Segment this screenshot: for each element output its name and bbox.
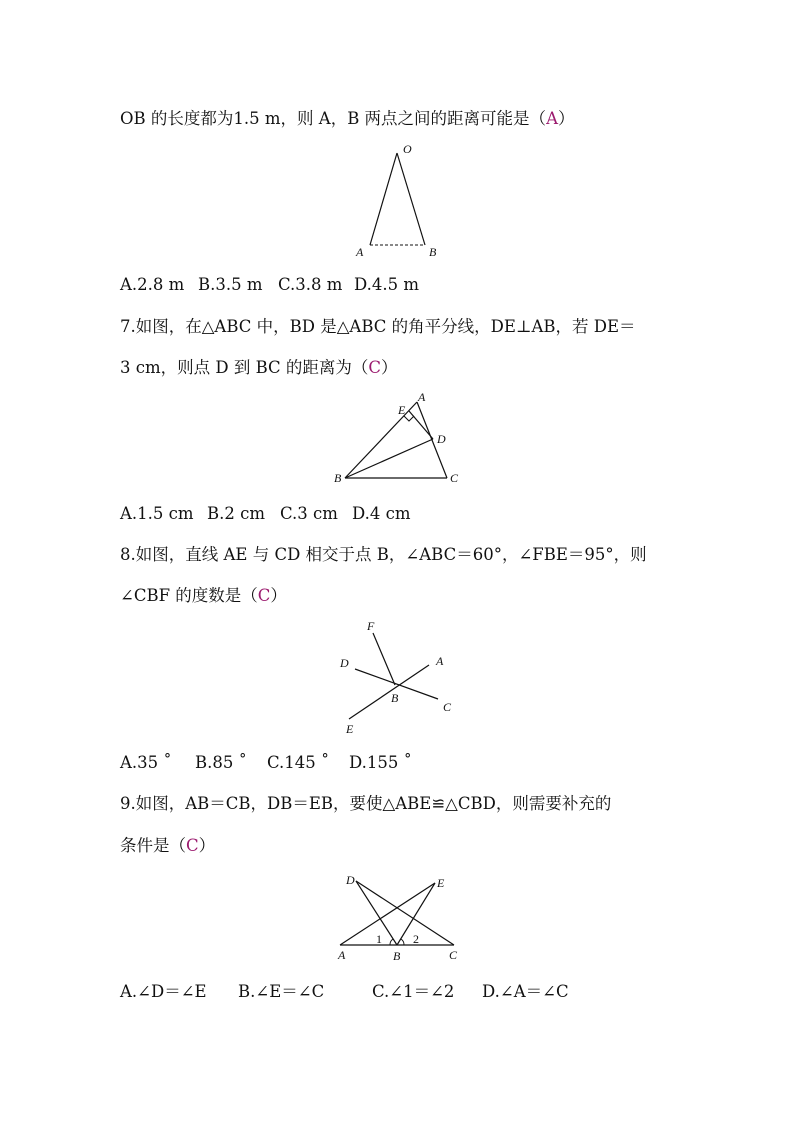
q8-options bbox=[120, 752, 412, 774]
q7-stem-text: 3 cm，则点 D 到 BC 的距离为（ bbox=[120, 358, 369, 377]
label-a: A bbox=[356, 245, 364, 259]
segment-ae bbox=[340, 883, 435, 945]
label-o: O bbox=[403, 142, 412, 156]
right-angle-mark bbox=[404, 416, 414, 421]
q9-stem-line2 bbox=[120, 835, 215, 857]
q6-stem bbox=[120, 108, 574, 130]
q7-option-d: D.4 cm bbox=[352, 504, 411, 523]
label-a: A bbox=[436, 654, 444, 668]
q7-figure bbox=[325, 388, 470, 488]
angle-1-arc bbox=[390, 939, 393, 945]
q9-option-c: C.∠1＝∠2 bbox=[372, 982, 455, 1001]
label-angle-1: 1 bbox=[376, 932, 382, 946]
q7-options bbox=[120, 503, 411, 525]
q8-option-c: C.145 ˚ bbox=[267, 753, 330, 772]
q8-option-a: A.35 ˚ bbox=[120, 753, 172, 772]
q9-figure bbox=[330, 868, 465, 963]
q9-option-b: B.∠E＝∠C bbox=[238, 982, 325, 1001]
q8-stem-line1: 8.如图，直线 AE 与 CD 相交于点 B，∠ABC＝60°，∠FBE＝95°，则 bbox=[120, 545, 647, 564]
label-f: F bbox=[367, 619, 375, 633]
label-c: C bbox=[449, 948, 458, 962]
angle-2-arc bbox=[401, 939, 404, 945]
q6-option-b: B.3.5 m bbox=[198, 275, 263, 294]
label-b: B bbox=[429, 245, 437, 259]
q9-option-d: D.∠A＝∠C bbox=[482, 982, 569, 1001]
q9-stem-text: 条件是（ bbox=[120, 836, 186, 855]
label-c: C bbox=[450, 471, 459, 485]
segment-de bbox=[409, 411, 433, 439]
label-a: A bbox=[338, 948, 346, 962]
q8-option-d: D.155 ˚ bbox=[349, 753, 412, 772]
label-a: A bbox=[418, 390, 426, 404]
q8-option-b: B.85 ˚ bbox=[195, 753, 247, 772]
label-d: D bbox=[346, 873, 355, 887]
q6-answer: A bbox=[546, 109, 558, 128]
q9-answer: C bbox=[186, 836, 199, 855]
q9-options bbox=[120, 981, 569, 1003]
q7-stem-line2 bbox=[120, 357, 398, 379]
q7-stem-line1: 7.如图，在△ABC 中，BD 是△ABC 的角平分线，DE⊥AB，若 DE＝ bbox=[120, 317, 636, 336]
segment-ab bbox=[345, 402, 417, 478]
label-d: D bbox=[340, 656, 349, 670]
q9-stem-line1: 9.如图，AB＝CB，DB＝EB，要使△ABE≌△CBD，则需要补充的 bbox=[120, 794, 612, 813]
q8-stem-line2 bbox=[120, 585, 287, 607]
label-b: B bbox=[393, 949, 401, 963]
q6-figure bbox=[340, 140, 460, 265]
segment-dc bbox=[356, 881, 454, 945]
segment-ob bbox=[397, 153, 425, 245]
label-b: B bbox=[334, 471, 342, 485]
label-e: E bbox=[398, 403, 406, 417]
q8-close: ） bbox=[270, 586, 287, 605]
q7-option-b: B.2 cm bbox=[207, 504, 265, 523]
q7-option-c: C.3 cm bbox=[280, 504, 338, 523]
label-d: D bbox=[437, 432, 446, 446]
q8-figure bbox=[330, 615, 460, 740]
segment-bd bbox=[345, 439, 433, 478]
q6-option-c: C.3.8 m bbox=[278, 275, 343, 294]
label-e: E bbox=[346, 722, 354, 736]
q6-option-a: A.2.8 m bbox=[120, 275, 185, 294]
q6-option-d: D.4.5 m bbox=[354, 275, 420, 294]
segment-oa bbox=[370, 153, 397, 245]
q7-close: ） bbox=[381, 358, 398, 377]
label-e: E bbox=[437, 876, 445, 890]
q8-answer: C bbox=[257, 586, 271, 605]
label-angle-2: 2 bbox=[413, 932, 419, 946]
q7-answer: C bbox=[368, 358, 382, 377]
q8-stem-text: ∠CBF 的度数是（ bbox=[120, 586, 258, 605]
q9-option-a: A.∠D＝∠E bbox=[120, 982, 207, 1001]
q6-options bbox=[120, 274, 419, 296]
q7-option-a: A.1.5 cm bbox=[120, 504, 194, 523]
q6-close: ） bbox=[557, 109, 575, 128]
q9-close: ） bbox=[198, 836, 216, 855]
label-c: C bbox=[443, 700, 452, 714]
label-b: B bbox=[391, 691, 399, 705]
q6-stem-text: OB 的长度都为1.5 m，则 A，B 两点之间的距离可能是（ bbox=[120, 109, 547, 128]
